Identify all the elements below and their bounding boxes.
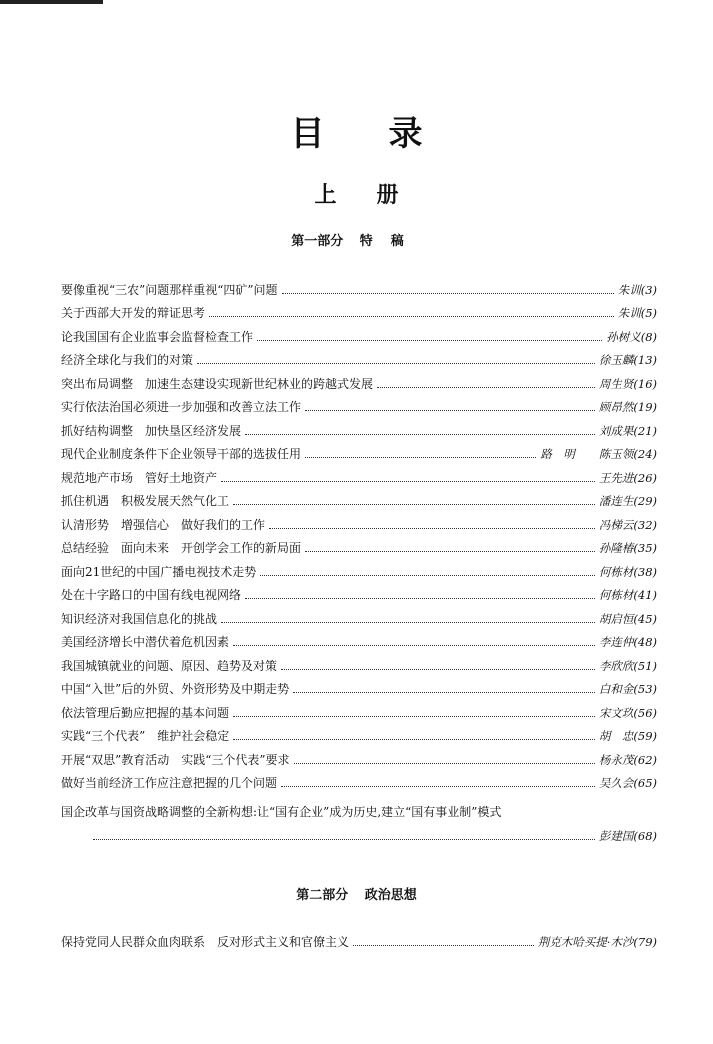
toc-entry[interactable]: [61, 368, 657, 392]
toc-list-2: [61, 926, 657, 950]
entry-author-page: [540, 447, 657, 462]
leader-dots: [281, 786, 595, 787]
entry-title: 认清形势 增强信心 做好我们的工作: [61, 517, 266, 532]
leader-dots: [245, 434, 595, 435]
leader-dots: [294, 763, 595, 764]
entry-title: 开展“双思”教育活动 实践“三个代表”要求: [61, 752, 290, 767]
entry-author-page: [599, 565, 657, 580]
entry-title: 面向21世纪的中国广播电视技术走势: [61, 564, 257, 579]
entry-author: 李欣欣: [598, 658, 634, 673]
entry-page: (3): [640, 282, 657, 297]
entry-page: (26): [633, 470, 657, 485]
entry-author: 王先进: [598, 470, 634, 485]
entry-author: 胡 忠: [598, 729, 634, 743]
entry-author-page: [599, 776, 657, 791]
entry-author-page: [599, 471, 657, 486]
entry-author: 朱训: [617, 282, 641, 297]
entry-page: (79): [633, 934, 657, 949]
entry-author-page: [599, 612, 657, 627]
entry-author: 朱训: [617, 306, 641, 320]
entry-author: 徐玉麟: [598, 353, 634, 367]
entry-author-page: [599, 682, 657, 697]
entry-author-page: [599, 400, 657, 415]
entry-author-page: [599, 377, 657, 392]
page-title: 目录: [290, 114, 487, 154]
entry-page: (16): [633, 376, 657, 391]
part-label: 第一部分: [291, 234, 344, 249]
toc-entry[interactable]: [61, 744, 657, 768]
entry-author: 李连仲: [598, 635, 634, 649]
entry-title: 关于西部大开发的辩证思考: [61, 306, 206, 320]
entry-page: (19): [633, 400, 657, 414]
entry-author: 宋文玖: [598, 705, 634, 720]
entry-author-page: [599, 706, 657, 721]
entry-title: 抓好结构调整 加快垦区经济发展: [61, 423, 242, 438]
entry-page: (38): [633, 564, 657, 579]
toc-entry[interactable]: [61, 926, 657, 950]
entry-author: 何栋材: [598, 588, 634, 602]
entry-title: 突出布局调整 加速生态建设实现新世纪林业的跨越式发展: [61, 376, 374, 391]
entry-author-page: [618, 283, 657, 298]
entry-page: (24): [633, 447, 657, 461]
entry-author: 刘成果: [598, 423, 634, 438]
entry-author-page: [606, 330, 657, 345]
entry-author: 杨永茂: [598, 752, 634, 767]
entry-title: 要像重视“三农”问题那样重视“四矿”问题: [61, 282, 278, 297]
entry-title: 经济全球化与我们的对策: [61, 353, 194, 367]
leader-dots: [233, 716, 595, 717]
part-name: 特稿: [359, 234, 422, 249]
entry-page: (8): [640, 329, 657, 344]
entry-title: 实行依法治国必须进一步加强和改善立法工作: [61, 400, 302, 414]
entry-title: 论我国国有企业监事会监督检查工作: [61, 329, 254, 344]
entry-page: (35): [633, 541, 657, 555]
entry-page: (5): [640, 306, 657, 320]
entry-author-page: [599, 353, 657, 368]
entry-page: (53): [633, 682, 657, 696]
entry-page: (51): [633, 658, 657, 673]
entry-author-page: [599, 635, 657, 650]
entry-author-page: [599, 588, 657, 603]
entry-coauthor: 路 明: [540, 447, 575, 461]
entry-author: 吴久会: [598, 776, 634, 790]
entry-page: (21): [633, 423, 657, 438]
toc-entry[interactable]: [61, 556, 657, 580]
part-label: 第二部分: [296, 888, 349, 903]
entry-author-page: [599, 494, 657, 509]
toc-entry[interactable]: [61, 439, 657, 463]
entry-title: 做好当前经济工作应注意把握的几个问题: [61, 776, 278, 790]
entry-page: (41): [633, 588, 657, 602]
entry-author-page: [599, 518, 657, 533]
entry-author: 孙树义: [606, 329, 641, 344]
entry-author: 陈玉领: [598, 447, 634, 461]
entry-page: (59): [633, 729, 657, 743]
toc-entry[interactable]: [61, 533, 657, 557]
toc-entry[interactable]: [61, 802, 657, 820]
entry-author-page: [599, 829, 657, 844]
toc-entry[interactable]: [61, 298, 657, 322]
leader-dots: [282, 293, 614, 294]
toc-entry[interactable]: [61, 674, 657, 698]
leader-dots: [221, 622, 595, 623]
leader-dots: [233, 739, 595, 740]
entry-title: 我国城镇就业的问题、原因、趋势及对策: [61, 658, 278, 673]
volume-title: 上册: [314, 183, 439, 208]
leader-dots: [257, 340, 602, 341]
toc-entry[interactable]: [61, 509, 657, 533]
entry-author: 潘连生: [598, 494, 634, 508]
toc-entry-continuation[interactable]: [61, 820, 657, 844]
toc-entry[interactable]: [61, 321, 657, 345]
entry-page: (48): [633, 635, 657, 649]
part-heading-2: [0, 884, 713, 903]
entry-page: (45): [633, 611, 657, 626]
entry-author: 冯梯云: [598, 517, 634, 532]
entry-title: 抓住机遇 积极发展天然气化工: [61, 494, 230, 508]
entry-author: 荆克木哈买提·木沙: [537, 934, 634, 949]
leader-dots: [245, 598, 595, 599]
entry-author-page: [599, 659, 657, 674]
leader-dots: [260, 575, 595, 576]
toc-list: [61, 274, 657, 791]
toc-entry[interactable]: [61, 768, 657, 792]
toc-entry[interactable]: [61, 627, 657, 651]
entry-page: (13): [633, 353, 657, 367]
entry-author-page: [599, 424, 657, 439]
entry-title: 保持党同人民群众血肉联系 反对形式主义和官僚主义: [61, 934, 350, 949]
entry-title: 现代企业制度条件下企业领导干部的选拔任用: [61, 447, 302, 461]
toc-long-entry: [61, 802, 657, 844]
entry-page: (68): [633, 828, 657, 843]
leader-dots: [353, 945, 534, 946]
entry-page: (32): [633, 517, 657, 532]
leader-dots: [281, 669, 595, 670]
entry-title: 中国“入世”后的外贸、外资形势及中期走势: [61, 682, 290, 696]
entry-title: 规范地产市场 管好土地资产: [61, 470, 218, 485]
toc-entry[interactable]: [61, 345, 657, 369]
entry-author-page: [538, 935, 657, 950]
toc-entry[interactable]: [61, 274, 657, 298]
entry-title: 处在十字路口的中国有线电视网络: [61, 588, 242, 602]
part-name: 政治思想: [364, 888, 417, 903]
toc-entry[interactable]: [61, 392, 657, 416]
entry-author: 白和金: [598, 682, 634, 696]
entry-page: (65): [633, 776, 657, 790]
leader-dots: [93, 839, 595, 840]
entry-author: 孙隆椿: [598, 541, 634, 555]
leader-dots: [197, 363, 595, 364]
toc-entry[interactable]: [61, 415, 657, 439]
entry-page: (29): [633, 494, 657, 508]
entry-author-page: [599, 753, 657, 768]
leader-dots: [233, 645, 595, 646]
entry-author-page: [599, 729, 657, 744]
toc-entry[interactable]: [61, 603, 657, 627]
entry-author-page: [599, 541, 657, 556]
toc-entry[interactable]: [61, 697, 657, 721]
entry-title: 知识经济对我国信息化的挑战: [61, 611, 218, 626]
leader-dots: [233, 504, 595, 505]
entry-page: (62): [633, 752, 657, 767]
leader-dots: [293, 692, 595, 693]
toc-entry[interactable]: [61, 650, 657, 674]
leader-dots: [305, 410, 595, 411]
leader-dots: [305, 551, 595, 552]
top-rule: [0, 0, 103, 4]
toc-entry[interactable]: [61, 462, 657, 486]
entry-author: 胡启恒: [598, 611, 634, 626]
entry-title: 依法管理后勤应把握的基本问题: [61, 705, 230, 720]
entry-author: 周生贤: [598, 376, 634, 391]
leader-dots: [209, 316, 614, 317]
toc-entry[interactable]: [61, 486, 657, 510]
entry-author: 何栋材: [598, 564, 634, 579]
leader-dots: [377, 387, 595, 388]
entry-title: 国企改革与国资战略调整的全新构想:让“国有企业”成为历史,建立“国有事业制”模式: [61, 805, 502, 819]
entry-author: 顾昂然: [598, 400, 634, 414]
leader-dots: [305, 457, 536, 458]
entry-title: 总结经验 面向未来 开创学会工作的新局面: [61, 541, 302, 555]
entry-page: (56): [633, 705, 657, 720]
entry-title: 实践“三个代表” 维护社会稳定: [61, 729, 230, 743]
entry-author-page: [618, 306, 657, 321]
part-heading: [0, 230, 713, 249]
entry-title: 美国经济增长中潜伏着危机因素: [61, 635, 230, 649]
leader-dots: [269, 528, 595, 529]
leader-dots: [221, 481, 595, 482]
toc-entry[interactable]: [61, 721, 657, 745]
entry-author: 彭建国: [598, 828, 634, 843]
toc-entry[interactable]: [61, 580, 657, 604]
